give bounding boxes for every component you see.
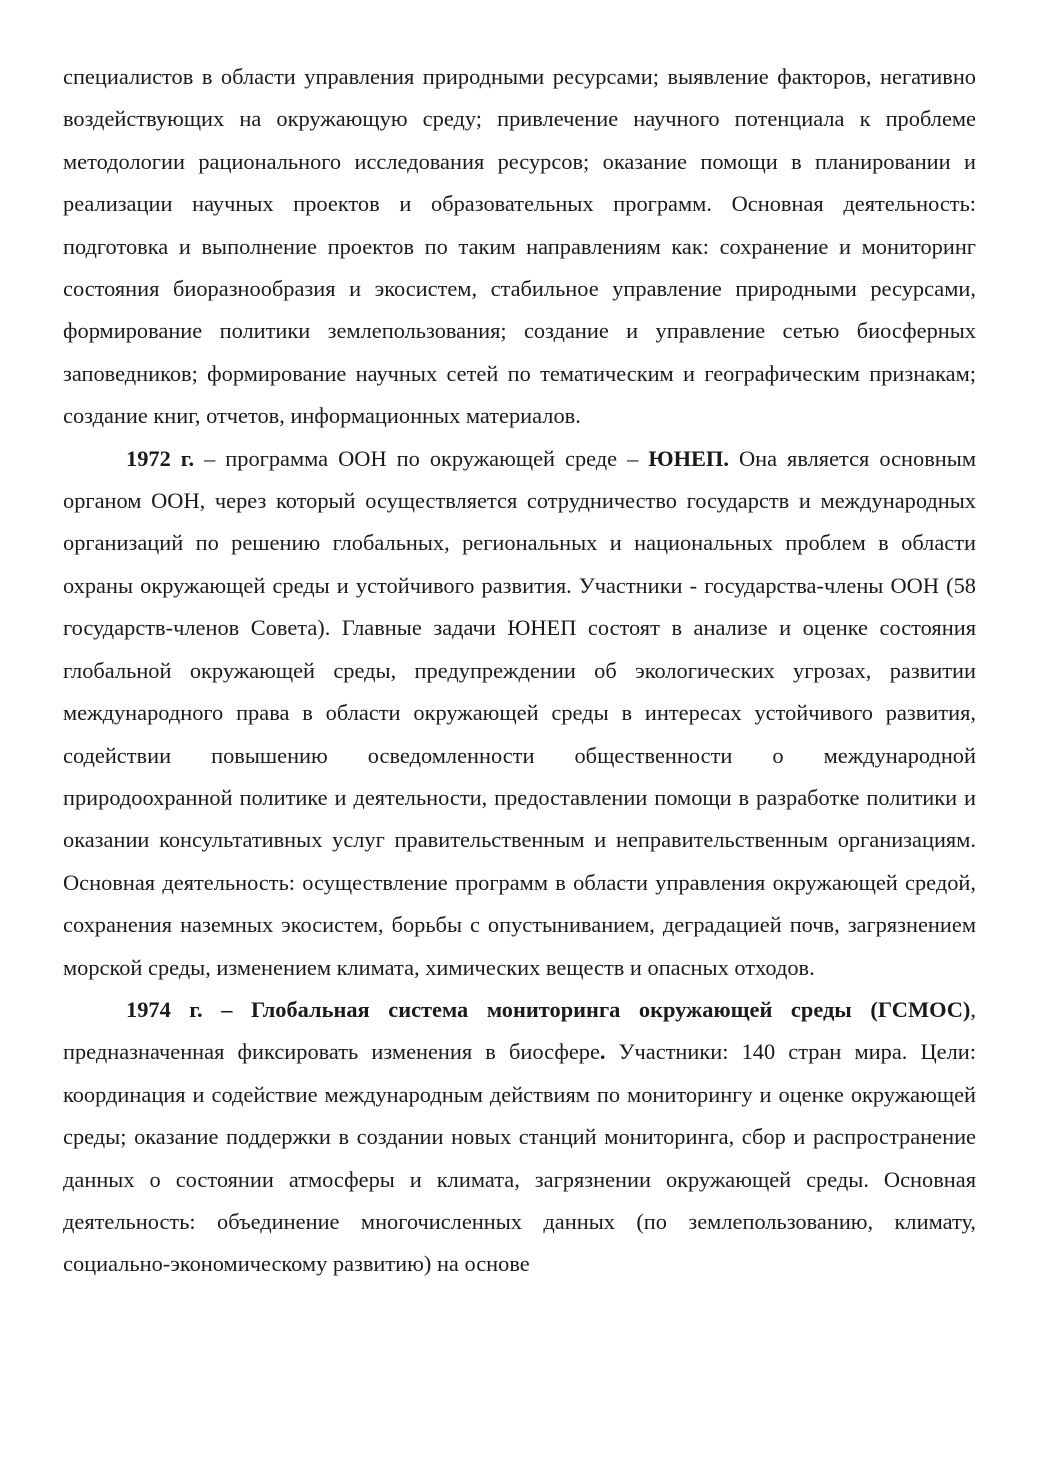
gems-dot: . xyxy=(599,1039,606,1065)
unep-intro: – программа ООН по окружающей среде – xyxy=(194,445,649,471)
unep-description: Она является основным органом ООН, через который осуществляется сотрудничество государств и международных организаций по решению глобальных, региональных и национальных проблем в области охраны окружающей среды и устойчивого развития. Участники - государства-члены ООН (58 государств-членов Совета). Главные задачи ЮНЕП состоят в анализе и оценке состояния глобальной окружающей среды, предупреждении об экологических угрозах, развитии международного права в области окружающей среды в интересах устойчивого развития, содействии повышению осведомленности общественности о международной природоохранной политике и деятельности, предоставлении помощи в разработке политики и оказании консультативных услуг правительственным и неправительственным организациям. Основная деятельность: осуществление программ в области управления окружающей средой, сохранения наземных экосистем, борьбы с опустыниванием, деградацией почв, загрязнением морской среды, изменением климата, химических веществ и опасных отходов. xyxy=(63,445,976,980)
gems-purpose: , предназначенная фиксировать изменения в биосфере xyxy=(63,996,976,1065)
unep-year: 1972 г. xyxy=(126,445,195,471)
gems-description: Участники: 140 стран мира. Цели: координация и содействие международным действиям по мониторингу и оценке окружающей среды; оказание поддержки в создании новых станций мониторинга, сбор и распространение данных о состоянии атмосферы и климата, загрязнении окружающей среды. Основная деятельность: объединение многочисленных данных (по землепользованию, климату, социально-экономическому развитию) на основе xyxy=(63,1039,977,1277)
document-page xyxy=(63,56,976,1286)
paragraph-unep xyxy=(63,438,976,989)
gems-heading: 1974 г. – Глобальная система мониторинга окружающей среды (ГСМОС) xyxy=(126,996,971,1022)
unep-name: ЮНЕП. xyxy=(648,445,729,471)
paragraph-intro: специалистов в области управления природными ресурсами; выявление факторов, негативно воздействующих на окружающую среду; привлечение научного потенциала к проблеме методологии рационального исследования ресурсов; оказание помощи в планировании и реализации научных проектов и образовательных программ. Основная деятельность: подготовка и выполнение проектов по таким направлениям как: сохранение и мониторинг состояния биоразнообразия и экосистем, стабильное управление природными ресурсами, формирование политики землепользования; создание и управление сетью биосферных заповедников; формирование научных сетей по тематическим и географическим признакам; создание книг, отчетов, информационных материалов. xyxy=(63,64,976,429)
paragraph-gems xyxy=(63,989,976,1286)
